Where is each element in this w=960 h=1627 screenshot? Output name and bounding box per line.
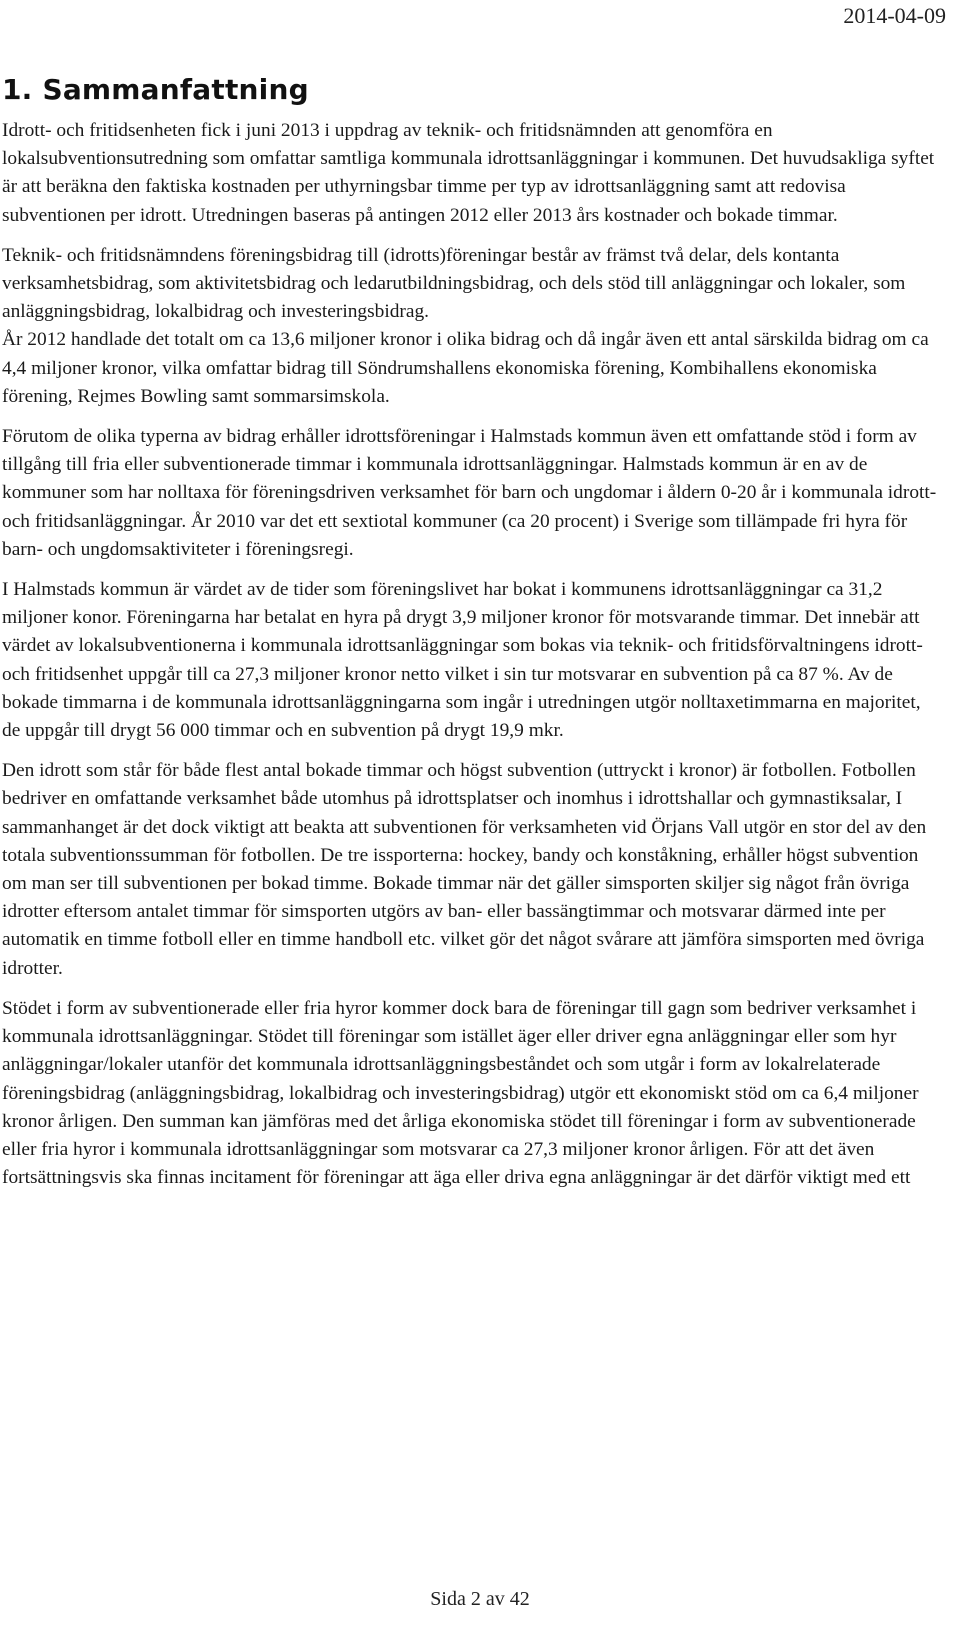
paragraph-5: I Halmstads kommun är värdet av de tider som föreningslivet har bokat i kommunens idrottsanläggningar ca 31,2 miljoner konor. Föreningarna har betalat en hyra på drygt 3,9 miljoner kronor för motsvarande timmar. Det innebär att värdet av lokalsubventionerna i kommunala idrottsanläggningar som bokas via teknik- och fritidsförvaltningens idrott- och fritidsenhet uppgår till ca 27,3 miljoner kronor netto vilket i sin tur motsvarar en subvention på ca 87 %. Av de bokade timmarna i de kommunala idrottsanläggningarna som ingår i utredningen utgör nolltaxetimmarna en majoritet, de uppgår till drygt 56 000 timmar och en subvention på drygt 19,9 mkr.	[2, 579, 923, 742]
paragraph-2: Teknik- och fritidsnämndens föreningsbidrag till (idrotts)föreningar består av främst två delar, dels kontanta verksamhetsbidrag, som aktivitetsbidrag och ledarutbildningsbidrag, och dels stöd till anläggningar och lokaler, som anläggningsbidrag, lokalbidrag och investeringsbidrag.	[2, 244, 906, 323]
header-date: 2014-04-09	[843, 3, 946, 28]
paragraph-4: Förutom de olika typerna av bidrag erhåller idrottsföreningar i Halmstads kommun även ett omfattande stöd i form av tillgång till fria eller subventionerade timmar i kommunala idrottsanläggningar. Halmstads kommun är en av de kommuner som har nolltaxa för föreningsdriven verksamhet för barn och ungdomar i åldern 0-20 år i kommunala idrott- och fritidsanläggningar. År 2010 var det ett sextiotal kommuner (ca 20 procent) i Sverige som tillämpade fri hyra för barn- och ungdomsaktiviteter i föreningsregi.	[2, 426, 937, 560]
paragraph-3: År 2012 handlade det totalt om ca 13,6 miljoner kronor i olika bidrag och då ingår även ett antal särskilda bidrag om ca 4,4 miljoner kronor, vilka omfattar bidrag till Söndrumshallens ekonomiska förening, Kombihallens ekonomiska förening, Rejmes Bowling samt sommarsimskola.	[2, 329, 929, 407]
body-text	[2, 117, 942, 1204]
paragraph-7: Stödet i form av subventionerade eller fria hyror kommer dock bara de föreningar till gagn som bedriver verksamhet i kommunala idrottsanläggningar. Stödet till föreningar som istället äger eller driver egna anläggningar eller som hyr anläggningar/lokaler utanför det kommunala idrottsanläggningsbeståndet och som utgår i form av lokalrelaterade föreningsbidrag (anläggningsbidrag, lokalbidrag och investeringsbidrag) utgör ett ekonomiskt stöd om ca 6,4 miljoner kronor årligen. Den summan kan jämföras med det årliga ekonomiska stödet till föreningar i form av subventionerade eller fria hyror i kommunala idrottsanläggningar som motsvarar ca 27,3 miljoner kronor årligen. För att det även fortsättningsvis ska finnas incitament för föreningar att äga eller driva egna anläggningar är det därför viktigt med ett	[2, 997, 919, 1189]
section-heading: 1. Sammanfattning	[2, 73, 309, 106]
paragraph-1: Idrott- och fritidsenheten fick i juni 2013 i uppdrag av teknik- och fritidsnämnden att genomföra en lokalsubventionsutredning som omfattar samtliga kommunala idrottsanläggningar i kommunen. Det huvudsakliga syftet är att beräkna den faktiska kostnaden per uthyrningsbar timme per typ av idrottsanläggning samt att redovisa subventionen per idrott. Utredningen baseras på antingen 2012 eller 2013 års kostnader och bokade timmar.	[2, 120, 935, 226]
paragraph-6: Den idrott som står för både flest antal bokade timmar och högst subvention (uttryckt i kronor) är fotbollen. Fotbollen bedriver en omfattande verksamhet både utomhus på idrottsplatser och inomhus i idrottshallar och gymnastiksalar, I sammanhanget är det dock viktigt att beakta att subventionen för verksamheten vid Örjans Vall utgör en stor del av den totala subventionssumman för fotbollen. De tre issporterna: hockey, bandy och konståkning, erhåller högst subvention om man ser till subventionen per bokad timme. Bokade timmar när det gäller simsporten skiljer sig något från övriga idrotter eftersom antalet timmar för simsporten utgörs av ban- eller bassängtimmar och motsvarar därmed inte per automatik en timme fotboll eller en timme handboll etc. vilket gör det något svårare att jämföra simsporten med övriga idrotter.	[2, 760, 927, 979]
page-number: Sida 2 av 42	[430, 1588, 530, 1610]
